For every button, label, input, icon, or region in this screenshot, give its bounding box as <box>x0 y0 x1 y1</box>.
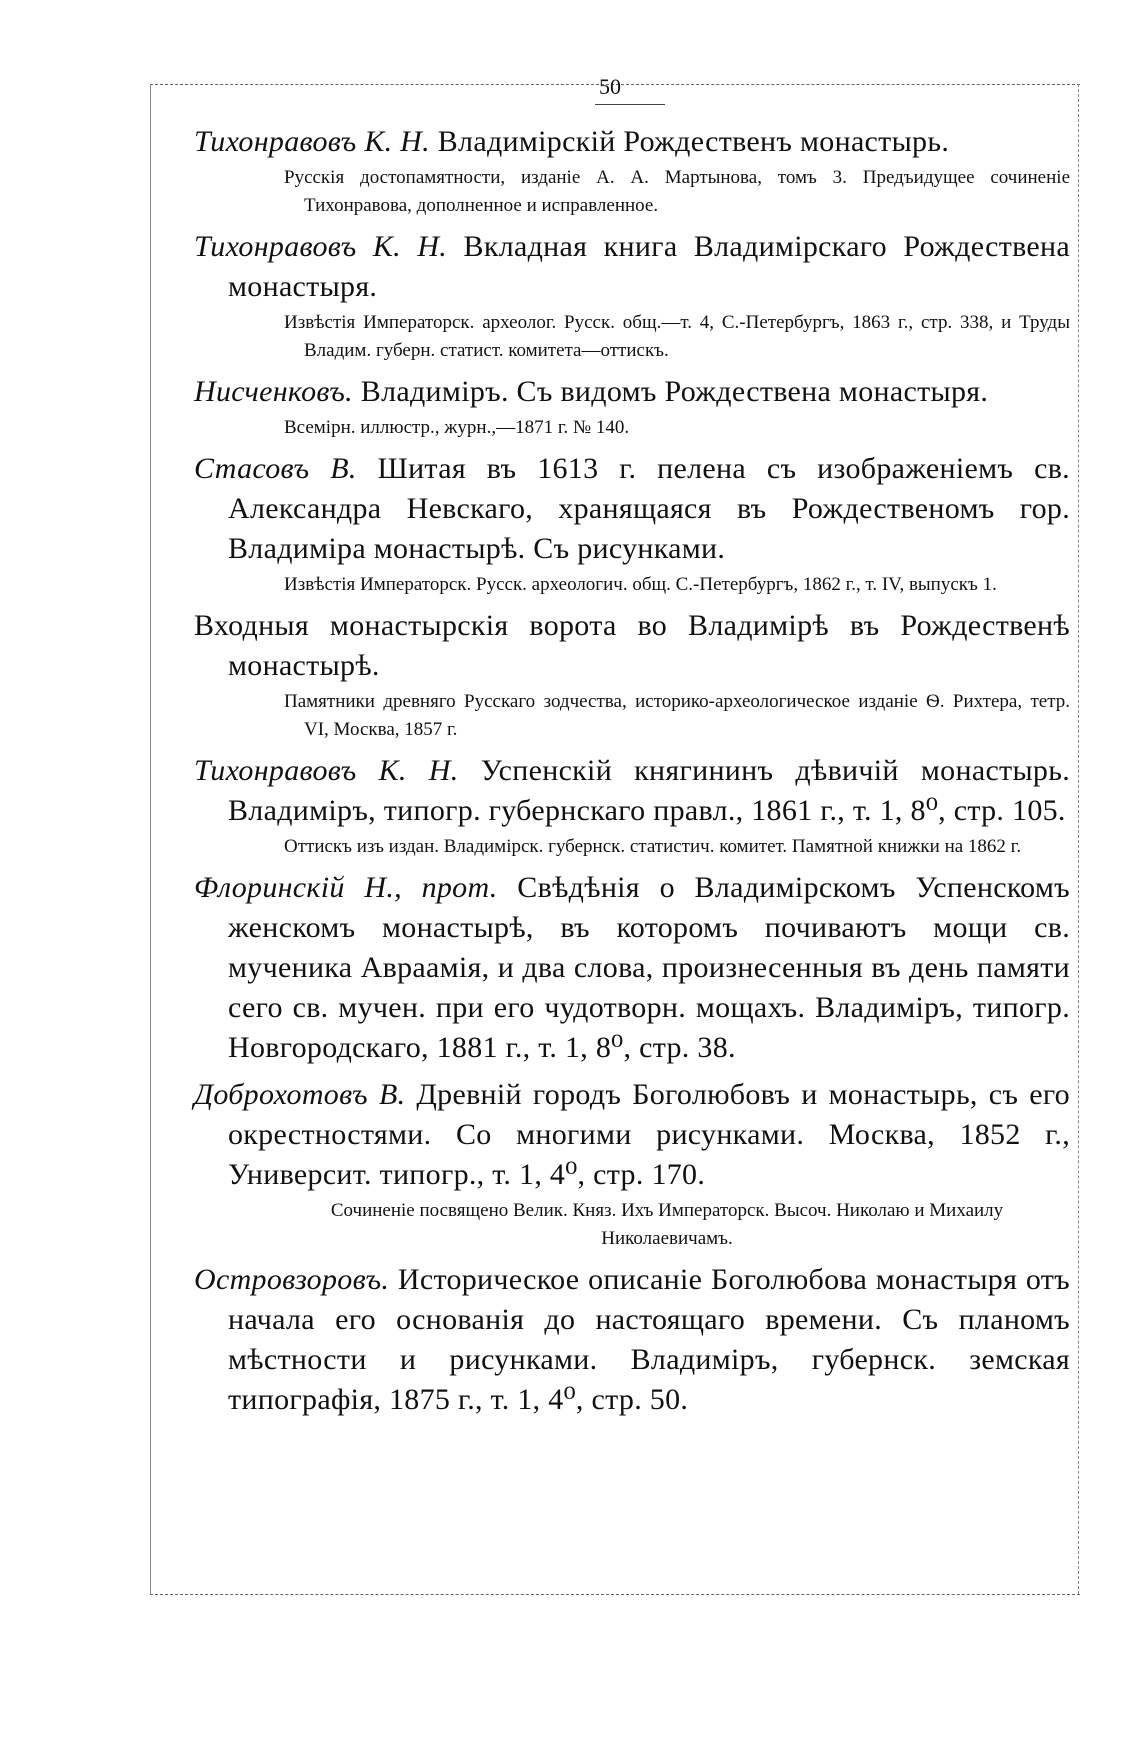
entry-title: Вкладная книга Владимірскаго Рождествена монастыря. <box>228 230 1071 303</box>
entry-note: Оттискъ изъ издан. Владимірск. губернск. статистич. комитет. Памятной книжки на 1862 г. <box>284 836 1022 857</box>
entry-7 <box>194 868 1070 1068</box>
entry-author: Нисченковъ. <box>194 375 353 408</box>
entry-title: Владиміръ. Съ видомъ Рождествена монастыря. <box>360 375 989 408</box>
entry-title: Историческое описаніе Боголюбова монастыря отъ начала его основанія до настоящаго времени. Съ планомъ мѣстности и рисунками. Владиміръ, губернск. земская типографія, 1875 г., т. 1, 4⁰, стр. 50. <box>228 1263 1070 1416</box>
entry-note: Сочиненіе посвящено Велик. Княз. Ихъ Императорск. Высоч. Николаю и Михаилу Николаевичамъ. <box>330 1200 1004 1249</box>
entry-4 <box>194 449 1070 599</box>
page-frame-left <box>150 84 151 1594</box>
entry-title: Владимірскій Рождественъ монастырь. <box>437 125 950 158</box>
entry-note: Русскія достопамятности, изданіе А. А. Мартынова, томъ 3. Предъидущее сочиненіе Тихонравова, дополненное и исправленное. <box>284 167 1070 216</box>
entry-1 <box>194 122 1070 220</box>
entry-6 <box>194 751 1070 861</box>
entry-note: Памятники древняго Русскаго зодчества, историко-археологическое изданіе Ѳ. Рихтера, тетр. VI, Москва, 1857 г. <box>284 691 1070 740</box>
bibliography-list <box>194 122 1070 1427</box>
entry-8 <box>194 1075 1070 1253</box>
page-frame-bottom <box>150 1594 1080 1595</box>
entry-note: Извѣстія Императорск. археолог. Русск. общ.—т. 4, С.-Петербургъ, 1863 г., стр. 338, и Труды Владим. губерн. статист. комитета—оттискъ. <box>284 312 1070 361</box>
page-number: 50 <box>599 74 621 99</box>
entry-author: Тихонравовъ К. Н. <box>194 230 448 263</box>
entry-title: Шитая въ 1613 г. пелена съ изображеніемъ св. Александра Невскаго, хранящаяся въ Рождественомъ гор. Владиміра монастырѣ. Съ рисунками. <box>228 452 1070 565</box>
entry-author: Стасовъ В. <box>194 452 357 485</box>
entry-9 <box>194 1260 1070 1420</box>
entry-title: Древній городъ Боголюбовъ и монастырь, съ его окрестностями. Со многими рисунками. Москва, 1852 г., Университ. типогр., т. 1, 4⁰, стр. 170. <box>228 1078 1070 1191</box>
entry-note: Всемірн. иллюстр., журн.,—1871 г. № 140. <box>284 417 630 438</box>
page-number-rule <box>595 104 665 105</box>
page-frame-right <box>1078 84 1079 1594</box>
entry-note: Извѣстія Императорск. Русск. археологич. общ. С.-Петербургъ, 1862 г., т. IV, выпускъ 1. <box>284 574 997 595</box>
entry-5 <box>194 606 1070 744</box>
entry-3 <box>194 372 1070 442</box>
entry-title: Успенскій княгининъ дѣвичій монастырь. Владиміръ, типогр. губернскаго правл., 1861 г., т. 1, 8⁰, стр. 105. <box>228 754 1071 827</box>
entry-author: Тихонравовъ К. Н. <box>194 125 430 158</box>
entry-author: Флоринскій Н., прот. <box>194 871 498 904</box>
entry-author: Островзоровъ. <box>194 1263 390 1296</box>
entry-title: Входныя монастырскія ворота во Владимірѣ въ Рождественѣ монастырѣ. <box>194 609 1070 682</box>
entry-author: Тихонравовъ К. Н. <box>194 754 459 787</box>
entry-author: Доброхотовъ В. <box>194 1078 406 1111</box>
entry-2 <box>194 227 1070 365</box>
entry-title: Свѣдѣнія о Владимірскомъ Успенскомъ женскомъ монастырѣ, въ которомъ почиваютъ мощи св. мученика Авраамія, и два слова, произнесенныя въ день памяти сего св. мучен. при его чудотворн. мощахъ. Владиміръ, типогр. Новгородскаго, 1881 г., т. 1, 8⁰, стр. 38. <box>228 871 1070 1064</box>
